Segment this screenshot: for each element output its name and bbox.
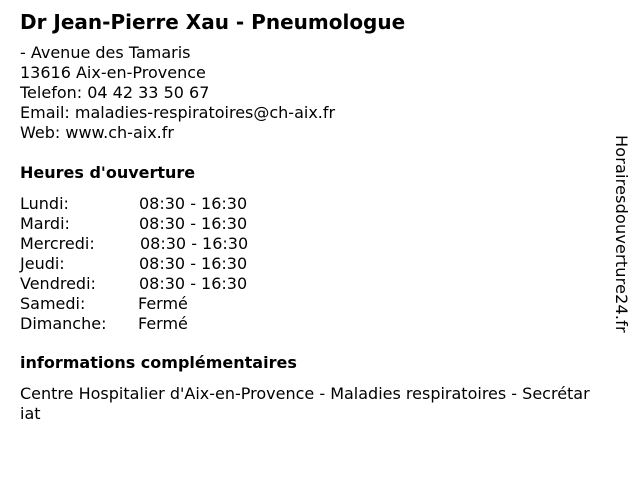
day-label: Samedi: [20, 294, 86, 313]
phone-line: Telefon: 04 42 33 50 67 [20, 83, 210, 102]
day-label: Lundi: [20, 194, 69, 213]
day-hours: 08:30 - 16:30 [140, 234, 249, 253]
watermark-text: Horairesdouverture24.fr [612, 135, 631, 333]
day-label: Vendredi: [20, 274, 96, 293]
info-heading: informations complémentaires [20, 353, 297, 372]
day-label: Jeudi: [20, 254, 65, 273]
page-title: Dr Jean-Pierre Xau - Pneumologue [20, 10, 406, 34]
day-hours: 08:30 - 16:30 [139, 194, 248, 213]
city-address: 13616 Aix-en-Provence [20, 63, 206, 82]
day-hours: 08:30 - 16:30 [139, 214, 248, 233]
day-hours: 08:30 - 16:30 [139, 254, 248, 273]
hours-heading: Heures d'ouverture [20, 163, 196, 182]
street-address: - Avenue des Tamaris [20, 43, 191, 62]
day-hours: Fermé [138, 294, 188, 313]
email-line: Email: maladies-respiratoires@ch-aix.fr [20, 103, 336, 122]
day-label: Dimanche: [20, 314, 107, 333]
day-hours: 08:30 - 16:30 [139, 274, 248, 293]
info-text: Centre Hospitalier d'Aix-en-Provence - Maladies respiratoires - Secrétariat [20, 384, 590, 423]
web-line: Web: www.ch-aix.fr [20, 123, 174, 142]
day-label: Mardi: [20, 214, 70, 233]
day-label: Mercredi: [20, 234, 95, 253]
day-hours: Fermé [138, 314, 188, 333]
address-block [20, 43, 335, 143]
